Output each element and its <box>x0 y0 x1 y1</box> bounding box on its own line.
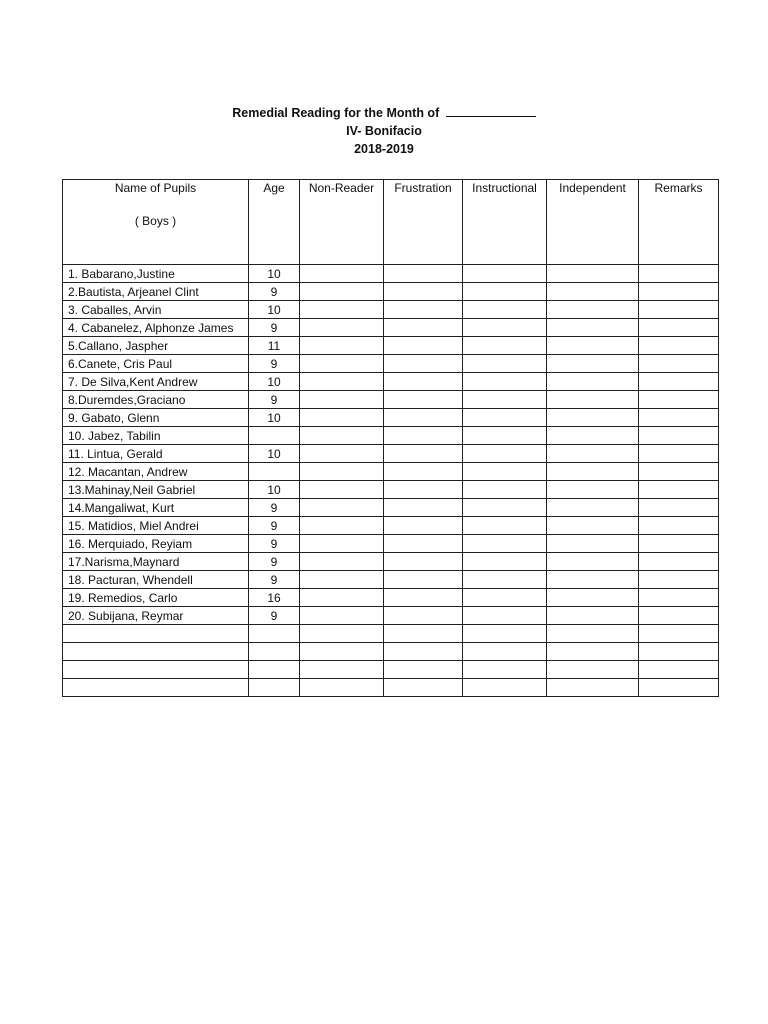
non-reader-cell <box>300 679 384 697</box>
pupil-name-cell: 9. Gabato, Glenn <box>63 409 249 427</box>
frustration-cell <box>384 625 463 643</box>
instructional-cell <box>463 589 547 607</box>
month-blank-line <box>446 105 536 117</box>
non-reader-cell <box>300 319 384 337</box>
frustration-cell <box>384 571 463 589</box>
pupil-age-cell: 16 <box>249 589 300 607</box>
pupil-name-cell: 6.Canete, Cris Paul <box>63 355 249 373</box>
pupil-name-cell: 19. Remedios, Carlo <box>63 589 249 607</box>
pupil-age-cell <box>249 463 300 481</box>
pupil-name-cell: 12. Macantan, Andrew <box>63 463 249 481</box>
instructional-cell <box>463 373 547 391</box>
frustration-cell <box>384 589 463 607</box>
instructional-cell <box>463 517 547 535</box>
pupil-age-cell: 9 <box>249 571 300 589</box>
independent-cell <box>547 643 639 661</box>
pupil-name-cell: 16. Merquiado, Reyiam <box>63 535 249 553</box>
remarks-cell <box>639 355 719 373</box>
independent-cell <box>547 355 639 373</box>
frustration-cell <box>384 319 463 337</box>
pupil-age-cell: 9 <box>249 319 300 337</box>
remarks-cell <box>639 337 719 355</box>
remarks-cell <box>639 553 719 571</box>
pupil-age-cell: 10 <box>249 265 300 283</box>
pupil-name-cell: 10. Jabez, Tabilin <box>63 427 249 445</box>
column-header-non-reader: Non-Reader <box>300 180 384 265</box>
non-reader-cell <box>300 517 384 535</box>
non-reader-cell <box>300 625 384 643</box>
independent-cell <box>547 391 639 409</box>
independent-cell <box>547 283 639 301</box>
independent-cell <box>547 535 639 553</box>
pupil-age-cell: 10 <box>249 301 300 319</box>
non-reader-cell <box>300 499 384 517</box>
column-header-remarks: Remarks <box>639 180 719 265</box>
pupil-name-cell: 17.Narisma,Maynard <box>63 553 249 571</box>
pupil-age-cell: 11 <box>249 337 300 355</box>
pupil-name-cell <box>63 643 249 661</box>
non-reader-cell <box>300 427 384 445</box>
table-row <box>63 337 719 355</box>
frustration-cell <box>384 301 463 319</box>
non-reader-cell <box>300 265 384 283</box>
instructional-cell <box>463 445 547 463</box>
remarks-cell <box>639 427 719 445</box>
roster-table <box>62 179 719 697</box>
independent-cell <box>547 499 639 517</box>
remarks-cell <box>639 499 719 517</box>
pupil-age-cell: 9 <box>249 553 300 571</box>
frustration-cell <box>384 499 463 517</box>
table-row <box>63 355 719 373</box>
instructional-cell <box>463 409 547 427</box>
remarks-cell <box>639 265 719 283</box>
pupil-name-cell: 5.Callano, Jaspher <box>63 337 249 355</box>
instructional-cell <box>463 535 547 553</box>
table-row <box>63 607 719 625</box>
frustration-cell <box>384 283 463 301</box>
independent-cell <box>547 319 639 337</box>
frustration-cell <box>384 607 463 625</box>
frustration-cell <box>384 445 463 463</box>
frustration-cell <box>384 535 463 553</box>
section-name: IV- Bonifacio <box>346 124 422 138</box>
remarks-cell <box>639 445 719 463</box>
remarks-cell <box>639 625 719 643</box>
document-header <box>0 104 768 158</box>
column-header-name-label: Name of Pupils <box>114 181 197 195</box>
independent-cell <box>547 625 639 643</box>
instructional-cell <box>463 625 547 643</box>
pupil-name-cell: 4. Cabanelez, Alphonze James <box>63 319 249 337</box>
pupil-name-cell: 3. Caballes, Arvin <box>63 301 249 319</box>
remarks-cell <box>639 643 719 661</box>
non-reader-cell <box>300 607 384 625</box>
table-row <box>63 445 719 463</box>
instructional-cell <box>463 427 547 445</box>
instructional-cell <box>463 337 547 355</box>
non-reader-cell <box>300 355 384 373</box>
pupil-name-cell: 20. Subijana, Reymar <box>63 607 249 625</box>
table-row <box>63 661 719 679</box>
remarks-cell <box>639 481 719 499</box>
frustration-cell <box>384 373 463 391</box>
pupil-age-cell <box>249 643 300 661</box>
table-row <box>63 625 719 643</box>
independent-cell <box>547 589 639 607</box>
non-reader-cell <box>300 301 384 319</box>
table-row <box>63 553 719 571</box>
header-row <box>63 180 719 265</box>
instructional-cell <box>463 283 547 301</box>
pupil-name-cell: 15. Matidios, Miel Andrei <box>63 517 249 535</box>
column-header-boys-label: ( Boys ) <box>134 214 177 228</box>
roster-body <box>63 265 719 697</box>
frustration-cell <box>384 481 463 499</box>
instructional-cell <box>463 391 547 409</box>
pupil-name-cell: 13.Mahinay,Neil Gabriel <box>63 481 249 499</box>
remarks-cell <box>639 319 719 337</box>
independent-cell <box>547 337 639 355</box>
column-header-independent: Independent <box>547 180 639 265</box>
non-reader-cell <box>300 535 384 553</box>
frustration-cell <box>384 265 463 283</box>
frustration-cell <box>384 661 463 679</box>
independent-cell <box>547 679 639 697</box>
instructional-cell <box>463 643 547 661</box>
pupil-name-cell: 7. De Silva,Kent Andrew <box>63 373 249 391</box>
table-row <box>63 481 719 499</box>
instructional-cell <box>463 661 547 679</box>
pupil-age-cell: 10 <box>249 373 300 391</box>
independent-cell <box>547 481 639 499</box>
pupil-age-cell: 9 <box>249 355 300 373</box>
column-header-age: Age <box>249 180 300 265</box>
pupil-age-cell: 9 <box>249 283 300 301</box>
pupil-name-cell: 1. Babarano,Justine <box>63 265 249 283</box>
pupil-age-cell: 9 <box>249 607 300 625</box>
instructional-cell <box>463 301 547 319</box>
table-row <box>63 427 719 445</box>
non-reader-cell <box>300 463 384 481</box>
pupil-name-cell: 2.Bautista, Arjeanel Clint <box>63 283 249 301</box>
non-reader-cell <box>300 337 384 355</box>
non-reader-cell <box>300 643 384 661</box>
pupil-name-cell <box>63 661 249 679</box>
instructional-cell <box>463 355 547 373</box>
column-header-instructional: Instructional <box>463 180 547 265</box>
page-title: Remedial Reading for the Month of <box>232 106 440 120</box>
remarks-cell <box>639 607 719 625</box>
pupil-age-cell <box>249 625 300 643</box>
remarks-cell <box>639 679 719 697</box>
frustration-cell <box>384 427 463 445</box>
independent-cell <box>547 445 639 463</box>
non-reader-cell <box>300 373 384 391</box>
pupil-age-cell: 10 <box>249 481 300 499</box>
column-header-name <box>63 180 249 265</box>
non-reader-cell <box>300 553 384 571</box>
remarks-cell <box>639 571 719 589</box>
table-row <box>63 679 719 697</box>
table-row <box>63 319 719 337</box>
table-row <box>63 301 719 319</box>
pupil-age-cell: 9 <box>249 391 300 409</box>
table-row <box>63 589 719 607</box>
instructional-cell <box>463 463 547 481</box>
table-row <box>63 283 719 301</box>
pupil-name-cell: 8.Duremdes,Graciano <box>63 391 249 409</box>
remarks-cell <box>639 301 719 319</box>
table-row <box>63 571 719 589</box>
table-row <box>63 391 719 409</box>
instructional-cell <box>463 553 547 571</box>
table-row <box>63 499 719 517</box>
pupil-name-cell <box>63 679 249 697</box>
instructional-cell <box>463 319 547 337</box>
instructional-cell <box>463 679 547 697</box>
independent-cell <box>547 265 639 283</box>
remarks-cell <box>639 283 719 301</box>
non-reader-cell <box>300 283 384 301</box>
column-header-frustration: Frustration <box>384 180 463 265</box>
remarks-cell <box>639 535 719 553</box>
pupil-age-cell: 9 <box>249 499 300 517</box>
remarks-cell <box>639 409 719 427</box>
independent-cell <box>547 553 639 571</box>
pupil-age-cell: 9 <box>249 535 300 553</box>
frustration-cell <box>384 355 463 373</box>
instructional-cell <box>463 571 547 589</box>
frustration-cell <box>384 679 463 697</box>
instructional-cell <box>463 607 547 625</box>
remarks-cell <box>639 517 719 535</box>
frustration-cell <box>384 643 463 661</box>
frustration-cell <box>384 463 463 481</box>
pupil-age-cell: 10 <box>249 445 300 463</box>
table-row <box>63 373 719 391</box>
remarks-cell <box>639 391 719 409</box>
remarks-cell <box>639 373 719 391</box>
instructional-cell <box>463 265 547 283</box>
independent-cell <box>547 607 639 625</box>
table-row <box>63 265 719 283</box>
table-row <box>63 409 719 427</box>
table-row <box>63 463 719 481</box>
frustration-cell <box>384 337 463 355</box>
instructional-cell <box>463 481 547 499</box>
school-year: 2018-2019 <box>354 142 414 156</box>
non-reader-cell <box>300 481 384 499</box>
pupil-name-cell: 11. Lintua, Gerald <box>63 445 249 463</box>
pupil-name-cell: 14.Mangaliwat, Kurt <box>63 499 249 517</box>
frustration-cell <box>384 553 463 571</box>
pupil-age-cell: 9 <box>249 517 300 535</box>
independent-cell <box>547 373 639 391</box>
frustration-cell <box>384 517 463 535</box>
remarks-cell <box>639 463 719 481</box>
pupil-name-cell <box>63 625 249 643</box>
instructional-cell <box>463 499 547 517</box>
non-reader-cell <box>300 445 384 463</box>
non-reader-cell <box>300 409 384 427</box>
title-line <box>0 104 768 122</box>
independent-cell <box>547 463 639 481</box>
table-row <box>63 517 719 535</box>
pupil-age-cell <box>249 427 300 445</box>
table-row <box>63 643 719 661</box>
independent-cell <box>547 571 639 589</box>
non-reader-cell <box>300 661 384 679</box>
non-reader-cell <box>300 391 384 409</box>
frustration-cell <box>384 391 463 409</box>
independent-cell <box>547 427 639 445</box>
independent-cell <box>547 409 639 427</box>
table-row <box>63 535 719 553</box>
independent-cell <box>547 661 639 679</box>
pupil-name-cell: 18. Pacturan, Whendell <box>63 571 249 589</box>
remarks-cell <box>639 589 719 607</box>
pupil-age-cell: 10 <box>249 409 300 427</box>
non-reader-cell <box>300 571 384 589</box>
independent-cell <box>547 301 639 319</box>
independent-cell <box>547 517 639 535</box>
frustration-cell <box>384 409 463 427</box>
non-reader-cell <box>300 589 384 607</box>
pupil-age-cell <box>249 661 300 679</box>
pupil-age-cell <box>249 679 300 697</box>
remarks-cell <box>639 661 719 679</box>
